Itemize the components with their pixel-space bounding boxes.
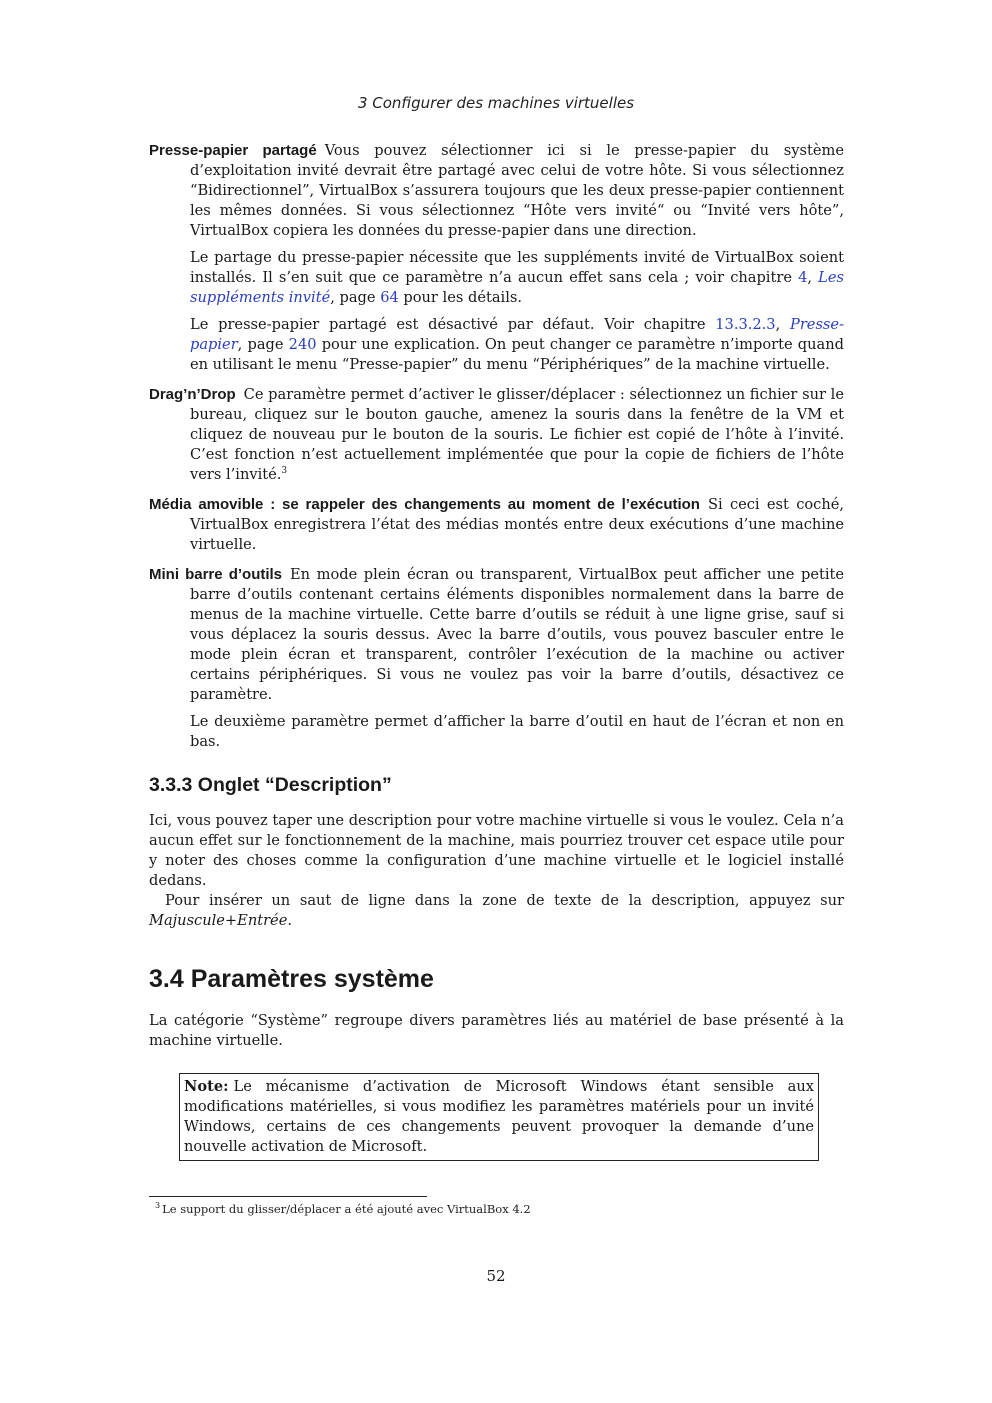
chapter-title-link[interactable]: Les suppléments invité (190, 269, 844, 306)
text-run: Pour insérer un saut de ligne dans la zone de texte de la description, appuyez sur (165, 892, 844, 909)
definition-subparagraph: Le deuxième paramètre permet d’afficher la barre d’outil en haut de l’écran et non en bas. (190, 713, 844, 750)
definition-subparagraph (149, 248, 844, 308)
definition-presse-papier (149, 141, 844, 375)
note-text: Le mécanisme d’activation de Microsoft Windows étant sensible aux modifications matérielles, si vous modifiez les paramètres matériels pour un invité Windows, certains de ces changements peuvent provoquer la demande d’une nouvelle activation de Microsoft. (184, 1078, 814, 1155)
definition-text: En mode plein écran ou transparent, VirtualBox peut afficher une petite barre d’outils contenant certains éléments disponibles normalement dans la barre de menus de la machine virtuelle. Cette barre d’outils se réduit à une ligne grise, sauf si vous déplacez la souris dessus. Avec la barre d’outils, vous pouvez basculer entre le mode plein écran et transparent, contrôler l’exécution de la machine ou activer certains périphériques. Si vous ne voulez pas voir la barre d’outils, désactivez ce paramètre. (190, 566, 844, 703)
note-label: Note: (184, 1078, 229, 1095)
text-run: pour les détails. (398, 289, 522, 306)
footnote-text: Le support du glisser/déplacer a été ajouté avec VirtualBox 4.2 (162, 1202, 531, 1216)
page-link[interactable]: 240 (288, 336, 317, 353)
text-run: . (287, 912, 292, 929)
page-link[interactable]: 64 (380, 289, 399, 306)
footnote-number: 3 (155, 1201, 161, 1211)
footnote (155, 1202, 531, 1216)
definition-term: Mini barre d’outils (149, 566, 283, 583)
section-link[interactable]: 13.3.2.3 (715, 316, 776, 333)
definition-text: Ce paramètre permet d’activer le glisser/déplacer : sélectionnez un fichier sur le bureau, cliquez sur le bouton gauche, amenez la souris dans la fenêtre de la VM et cliquez de nouveau pur le bouton de la souris. Le fichier est copié de l’hôte à l’invité. C’est fonction n’est actuellement implémentée que pour la copie de fichiers de l’hôte vers l’invité. (190, 386, 844, 483)
text-run: , (807, 269, 819, 286)
body-paragraph (149, 891, 844, 931)
section-title-link[interactable]: Presse-papier (190, 316, 844, 353)
definition-subparagraph (149, 315, 844, 375)
definition-mini-toolbar (149, 565, 844, 752)
keyboard-shortcut: Majuscule+Entrée (149, 912, 288, 929)
text-run: , (775, 316, 791, 333)
body-paragraph: La catégorie “Système” regroupe divers paramètres liés au matériel de base présenté à la machine virtuelle. (149, 1012, 844, 1049)
section-heading: 3.3.3 Onglet “Description” (149, 774, 392, 796)
footnote-rule (149, 1196, 427, 1197)
text-run: , page (237, 336, 289, 353)
text-run: Le presse-papier partagé est désactivé par défaut. Voir chapitre (190, 316, 716, 333)
definition-paragraph (149, 495, 844, 555)
note-box (179, 1073, 819, 1161)
definition-drag-drop (149, 385, 844, 485)
footnote-marker[interactable]: 3 (281, 466, 288, 477)
definition-term: Drag’n’Drop (149, 386, 236, 403)
definition-term: Média amovible : se rappeler des changements au moment de l’exécution (149, 496, 700, 513)
definition-media-amovible (149, 495, 844, 555)
chapter-link[interactable]: 4 (798, 269, 808, 286)
page-number: 52 (486, 1267, 506, 1285)
body-paragraph: Ici, vous pouvez taper une description pour votre machine virtuelle si vous le voulez. Cela n’a aucun effet sur le fonctionnement de la machine, mais pourriez trouver cet espace utile pour y noter des choses comme la configuration d’une machine virtuelle et le logiciel installé dedans. (149, 812, 844, 889)
text-run: , page (330, 289, 381, 306)
text-run: Le partage du presse-papier nécessite que les suppléments invité de VirtualBox soient installés. Il s’en suit que ce paramètre n’a aucun effet sans cela ; voir chapitre (190, 249, 844, 286)
text-run: pour une explication. On peut changer ce paramètre n’importe quand en utilisant le menu “Presse-papier” du menu “Périphériques” de la machine virtuelle. (190, 336, 844, 373)
definition-paragraph (149, 385, 844, 485)
definition-paragraph (149, 141, 844, 241)
definition-term: Presse-papier partagé (149, 142, 317, 159)
definition-text: Vous pouvez sélectionner ici si le presse-papier du système d’exploitation invité devrait être partagé avec celui de votre hôte. Si vous sélectionnez “Bidirectionnel”, VirtualBox s’assurera toujours que les deux presse-papier contiennent les mêmes données. Si vous sélectionnez “Hôte vers invité“ ou “Invité vers hôte”, VirtualBox copiera les données du presse-papier dans une direction. (190, 142, 844, 239)
chapter-section-heading: 3.4 Paramètres système (149, 965, 434, 993)
definition-paragraph (149, 565, 844, 705)
running-header: 3 Configurer des machines virtuelles (357, 94, 635, 112)
page-body (149, 141, 844, 1161)
definition-text: Si ceci est coché, VirtualBox enregistrera l’état des médias montés entre deux exécutions d’une machine virtuelle. (190, 496, 845, 553)
